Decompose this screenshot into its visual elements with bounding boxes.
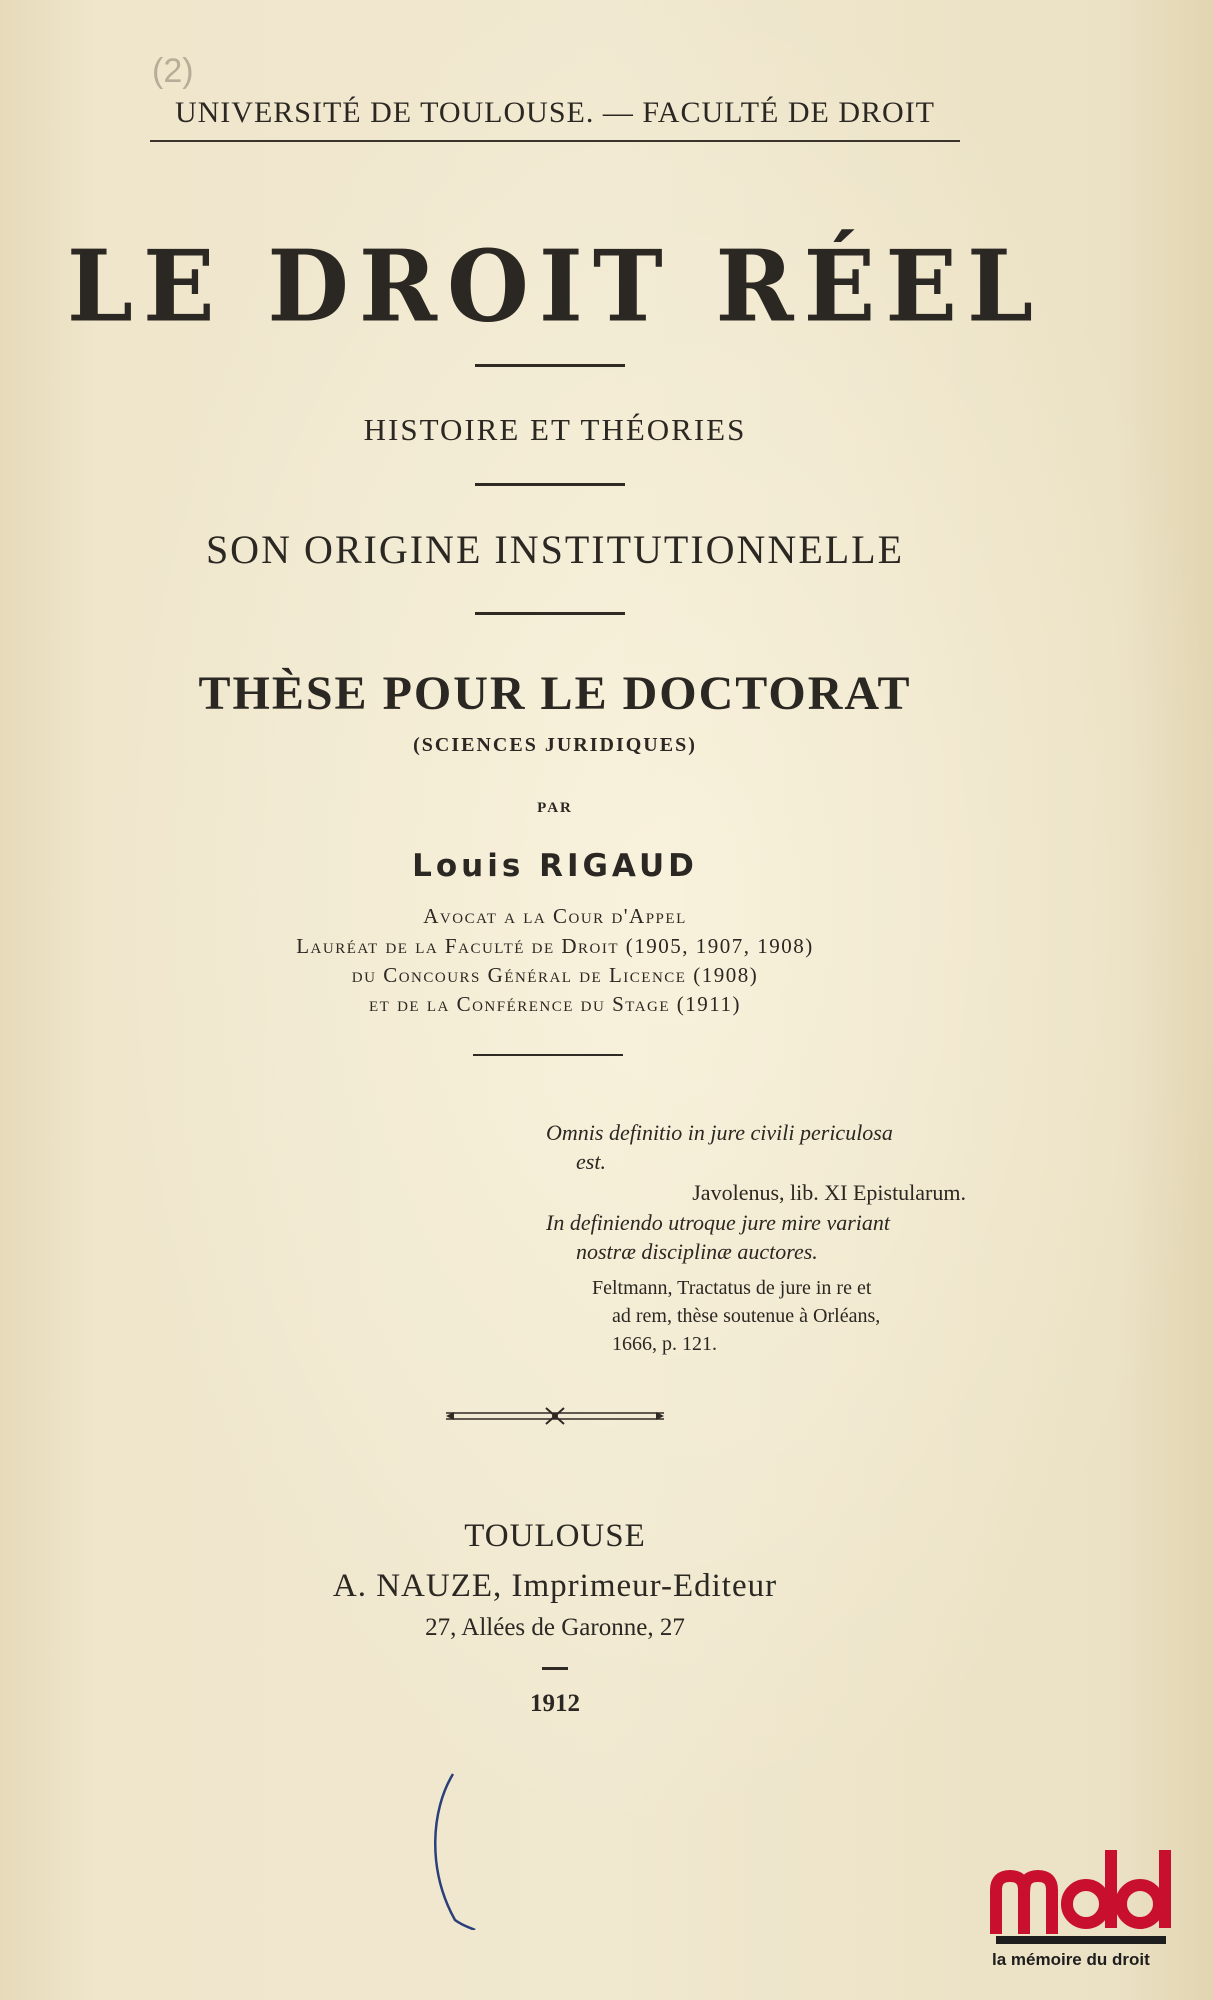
title-rule bbox=[475, 364, 625, 367]
epigraph-quote-1-cont: est. bbox=[576, 1149, 606, 1174]
year-rule bbox=[542, 1667, 568, 1670]
mdd-logo bbox=[990, 1840, 1190, 1980]
pencil-annotation: (2) bbox=[152, 52, 194, 90]
subtitle-rule-2 bbox=[475, 612, 625, 615]
publication-year: 1912 bbox=[530, 1690, 580, 1717]
publisher-city: TOULOUSE bbox=[464, 1518, 646, 1554]
credential-line: Lauréat de la Faculté de Droit (1905, 1907, 1908) bbox=[296, 934, 814, 958]
thesis-field: (SCIENCES JURIDIQUES) bbox=[413, 734, 697, 756]
institution-header: UNIVERSITÉ DE TOULOUSE. — FACULTÉ DE DROIT bbox=[150, 96, 960, 142]
author-name: Louis RIGAUD bbox=[412, 848, 698, 884]
epigraph-source-1: Javolenus, lib. XI Epistularum. bbox=[692, 1180, 966, 1205]
credential-line: Avocat a la Cour d'Appel bbox=[423, 904, 687, 928]
epigraph-quote-1: Omnis definitio in jure civili periculosa bbox=[546, 1120, 893, 1145]
by-label: PAR bbox=[537, 800, 573, 816]
subtitle-rule-1 bbox=[475, 483, 625, 486]
subtitle-history: HISTOIRE ET THÉORIES bbox=[363, 412, 747, 447]
credentials-rule bbox=[473, 1054, 623, 1056]
epigraph-source-2: Feltmann, Tractatus de jure in re et bbox=[592, 1277, 872, 1299]
epigraph-quote-2-cont: nostræ disciplinæ auctores. bbox=[576, 1239, 818, 1264]
logo-bar bbox=[996, 1936, 1166, 1944]
epigraph-source-2-cont: 1666, p. 121. bbox=[612, 1333, 717, 1355]
subtitle-origin: SON ORIGINE INSTITUTIONNELLE bbox=[205, 527, 905, 572]
epigraph-source-2-cont: ad rem, thèse soutenue à Orléans, bbox=[612, 1305, 881, 1327]
publisher-printer: A. NAUZE, Imprimeur-Editeur bbox=[332, 1568, 778, 1604]
mdd-logo-mark bbox=[990, 1840, 1180, 1940]
ornament-divider bbox=[440, 1404, 670, 1428]
epigraph-quote-2: In definiendo utroque jure mire variant bbox=[546, 1210, 890, 1235]
credential-line: et de la Conférence du Stage (1911) bbox=[369, 992, 741, 1016]
logo-caption: la mémoire du droit bbox=[992, 1950, 1150, 1969]
main-title: LE DROIT RÉEL bbox=[66, 229, 1044, 345]
credential-line: du Concours Général de Licence (1908) bbox=[351, 963, 759, 987]
publisher-address: 27, Allées de Garonne, 27 bbox=[425, 1614, 685, 1641]
ink-mark bbox=[425, 1770, 505, 1930]
thesis-heading: THÈSE POUR LE DOCTORAT bbox=[198, 667, 912, 720]
